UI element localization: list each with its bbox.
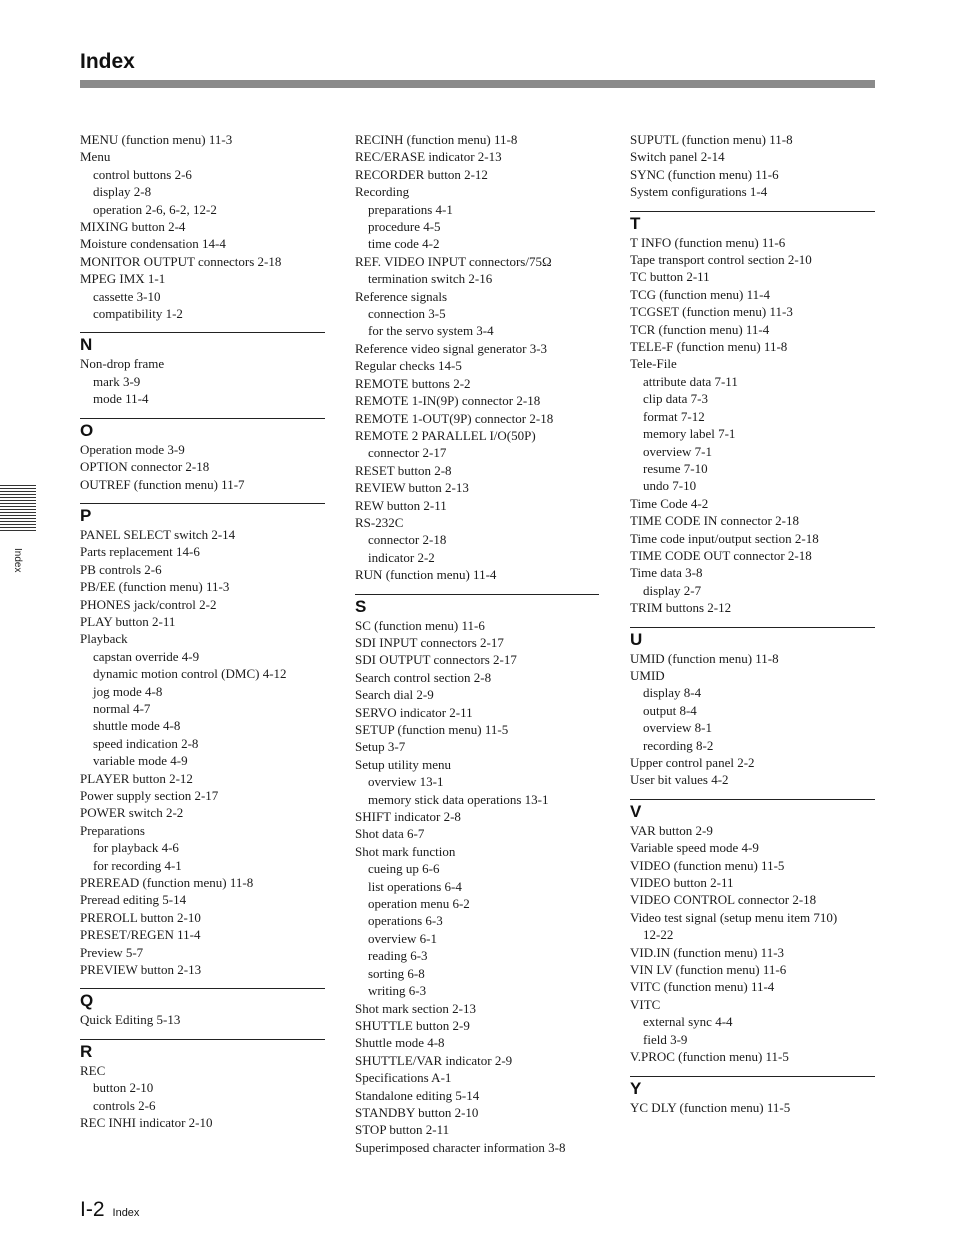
index-entry: SDI OUTPUT connectors 2-17 — [355, 652, 517, 668]
index-entry: Non-drop frame — [80, 356, 165, 372]
index-entry: User bit values 4-2 — [630, 772, 729, 788]
index-section — [80, 332, 325, 355]
index-entry: PB/EE (function menu) 11-3 — [80, 579, 230, 595]
index-entry: SHUTTLE button 2-9 — [355, 1017, 470, 1033]
index-entry: Regular checks 14-5 — [355, 358, 462, 374]
index-entry: Video test signal (setup menu item 710) — [630, 909, 838, 925]
index-section — [630, 1076, 875, 1099]
index-entry: REW button 2-11 — [355, 497, 447, 513]
index-entry: Search dial 2-9 — [355, 687, 434, 703]
index-subentry: operation 2-6, 6-2, 12-2 — [93, 201, 217, 217]
index-entry: Parts replacement 14-6 — [80, 544, 200, 560]
index-subentry: button 2-10 — [93, 1080, 154, 1096]
index-entry: TCG (function menu) 11-4 — [630, 286, 770, 302]
index-entry: REMOTE 1-IN(9P) connector 2-18 — [355, 393, 541, 409]
index-subentry: for recording 4-1 — [93, 857, 182, 873]
index-entry: TIME CODE IN connector 2-18 — [630, 513, 799, 529]
index-entry: VITC (function menu) 11-4 — [630, 979, 775, 995]
index-entry: Time Code 4-2 — [630, 495, 709, 511]
index-subentry: overview 6-1 — [368, 930, 437, 946]
index-entry: Setup 3-7 — [355, 739, 406, 755]
index-subentry: procedure 4-5 — [368, 219, 441, 235]
index-entry: VID.IN (function menu) 11-3 — [630, 944, 785, 960]
index-entry: STOP button 2-11 — [355, 1122, 450, 1138]
section-letter: O — [80, 420, 94, 440]
index-column-1 — [80, 131, 325, 1132]
index-subentry: memory stick data operations 13-1 — [368, 791, 549, 807]
section-letter: Q — [80, 991, 94, 1011]
index-entry: MONITOR OUTPUT connectors 2-18 — [80, 253, 282, 269]
index-entry: PLAYER button 2-12 — [80, 770, 193, 786]
index-entry: Menu — [80, 149, 111, 165]
index-subentry: mode 11-4 — [93, 391, 149, 407]
page-footer — [80, 1198, 139, 1222]
index-subentry: overview 8-1 — [643, 720, 712, 736]
index-entry: SHIFT indicator 2-8 — [355, 809, 461, 825]
index-subentry: jog mode 4-8 — [93, 683, 163, 699]
index-subentry: time code 4-2 — [368, 236, 440, 252]
page-number: I-2 — [80, 1198, 105, 1221]
index-entry: PRESET/REGEN 11-4 — [80, 927, 201, 943]
index-entry: Playback — [80, 631, 128, 647]
index-subentry: memory label 7-1 — [643, 426, 736, 442]
index-entry: OUTREF (function menu) 11-7 — [80, 476, 245, 492]
index-entry: V.PROC (function menu) 11-5 — [630, 1049, 789, 1065]
index-subentry: connector 2-17 — [368, 445, 447, 461]
index-entry: VIDEO CONTROL connector 2-18 — [630, 892, 817, 908]
index-column-3 — [630, 131, 875, 1116]
index-column-2 — [355, 131, 599, 1156]
index-subentry: indicator 2-2 — [368, 549, 435, 565]
index-subentry: undo 7-10 — [643, 478, 697, 494]
index-section — [630, 799, 875, 822]
index-subentry: for the servo system 3-4 — [368, 323, 494, 339]
index-entry: T INFO (function menu) 11-6 — [630, 234, 786, 250]
index-entry: Shot mark section 2-13 — [355, 1000, 476, 1016]
index-entry: REF. VIDEO INPUT connectors/75Ω — [355, 253, 552, 269]
index-subentry: normal 4-7 — [93, 700, 151, 716]
index-section — [80, 1039, 325, 1062]
index-subentry: clip data 7-3 — [643, 391, 708, 407]
index-subentry: compatibility 1-2 — [93, 306, 183, 322]
index-entry: RECINH (function menu) 11-8 — [355, 132, 518, 147]
index-entry: REMOTE 2 PARALLEL I/O(50P) — [355, 427, 536, 443]
index-subentry: writing 6-3 — [368, 983, 427, 999]
index-subentry: variable mode 4-9 — [93, 753, 188, 769]
index-entry: REC — [80, 1062, 106, 1078]
index-entry: TRIM buttons 2-12 — [630, 600, 732, 616]
index-entry: Recording — [355, 184, 410, 200]
index-entry: REMOTE 1-OUT(9P) connector 2-18 — [355, 410, 554, 426]
index-entry: PREREAD (function menu) 11-8 — [80, 875, 254, 891]
index-subentry: dynamic motion control (DMC) 4-12 — [93, 666, 287, 682]
index-subentry: capstan override 4-9 — [93, 648, 200, 664]
index-entry: SERVO indicator 2-11 — [355, 704, 473, 720]
section-letter: U — [630, 629, 643, 649]
index-section — [80, 503, 325, 526]
index-entry: Switch panel 2-14 — [630, 149, 725, 165]
index-entry: SUPUTL (function menu) 11-8 — [630, 132, 793, 147]
section-letter: V — [630, 801, 642, 821]
index-section — [630, 211, 875, 234]
index-entry: REMOTE buttons 2-2 — [355, 375, 471, 391]
index-entry: SDI INPUT connectors 2-17 — [355, 634, 504, 650]
page-title: Index — [80, 50, 135, 73]
index-entry: Time data 3-8 — [630, 565, 703, 581]
index-entry: RS-232C — [355, 514, 404, 530]
index-entry: POWER switch 2-2 — [80, 805, 184, 821]
index-subentry: shuttle mode 4-8 — [93, 718, 181, 734]
index-subentry: cassette 3-10 — [93, 288, 161, 304]
index-subentry: speed indication 2-8 — [93, 735, 199, 751]
index-entry: Setup utility menu — [355, 756, 452, 772]
index-section — [80, 418, 325, 441]
index-entry: TELE-F (function menu) 11-8 — [630, 339, 788, 355]
section-letter: P — [80, 505, 92, 525]
index-entry: PLAY button 2-11 — [80, 613, 176, 629]
index-entry: Quick Editing 5-13 — [80, 1012, 181, 1028]
footer-label: Index — [112, 1207, 140, 1219]
index-entry: Search control section 2-8 — [355, 669, 492, 685]
index-entry: Moisture condensation 14-4 — [80, 236, 226, 252]
index-entry: REVIEW button 2-13 — [355, 480, 469, 496]
index-subentry: list operations 6-4 — [368, 878, 462, 894]
index-entry: SYNC (function menu) 11-6 — [630, 166, 779, 182]
index-subentry: mark 3-9 — [93, 373, 141, 389]
index-entry: Operation mode 3-9 — [80, 441, 185, 457]
index-entry: System configurations 1-4 — [630, 184, 768, 200]
index-entry: VIDEO (function menu) 11-5 — [630, 857, 785, 873]
index-entry: MIXING button 2-4 — [80, 219, 186, 235]
index-entry: Tele-File — [630, 356, 677, 372]
index-entry: Shot mark function — [355, 843, 456, 859]
section-letter: R — [80, 1041, 93, 1061]
index-entry: TIME CODE OUT connector 2-18 — [630, 547, 812, 563]
index-entry: RECORDER button 2-12 — [355, 166, 488, 182]
index-entry: Standalone editing 5-14 — [355, 1087, 480, 1103]
index-entry: PREROLL button 2-10 — [80, 909, 201, 925]
index-subentry: sorting 6-8 — [368, 965, 425, 981]
index-entry: VIDEO button 2-11 — [630, 875, 734, 891]
index-entry: VITC — [630, 996, 661, 1012]
index-entry: PANEL SELECT switch 2-14 — [80, 526, 236, 542]
index-entry: MPEG IMX 1-1 — [80, 271, 166, 287]
index-section — [355, 594, 599, 617]
side-thumb-tab — [0, 485, 36, 533]
index-subentry: recording 8-2 — [643, 737, 714, 753]
index-entry: Shuttle mode 4-8 — [355, 1035, 445, 1051]
index-subentry: display 2-8 — [93, 184, 152, 200]
index-section — [630, 627, 875, 650]
index-subentry: operation menu 6-2 — [368, 896, 470, 912]
index-entry: 12-22 — [643, 927, 674, 943]
index-subentry: display 2-7 — [643, 582, 702, 598]
index-entry: Power supply section 2-17 — [80, 788, 219, 803]
index-entry: Preread editing 5-14 — [80, 892, 187, 908]
index-entry: UMID (function menu) 11-8 — [630, 650, 779, 666]
index-entry: Reference video signal generator 3-3 — [355, 340, 548, 356]
index-entry: YC DLY (function menu) 11-5 — [630, 1099, 791, 1115]
index-subentry: preparations 4-1 — [368, 201, 453, 217]
index-entry: Shot data 6-7 — [355, 826, 425, 842]
index-entry: REC/ERASE indicator 2-13 — [355, 149, 502, 165]
index-subentry: reading 6-3 — [368, 948, 428, 964]
index-entry: OPTION connector 2-18 — [80, 459, 210, 475]
section-letter: N — [80, 335, 93, 355]
index-subentry: cueing up 6-6 — [368, 861, 440, 877]
index-section — [80, 988, 325, 1011]
index-entry: VIN LV (function menu) 11-6 — [630, 962, 787, 978]
index-subentry: output 8-4 — [643, 702, 697, 718]
index-subentry: field 3-9 — [643, 1031, 688, 1047]
index-subentry: display 8-4 — [643, 685, 702, 701]
index-entry: TCR (function menu) 11-4 — [630, 321, 770, 337]
index-subentry: operations 6-3 — [368, 913, 443, 929]
index-entry: PHONES jack/control 2-2 — [80, 596, 217, 612]
index-entry: Superimposed character information 3-8 — [355, 1139, 566, 1155]
index-entry: RUN (function menu) 11-4 — [355, 567, 497, 583]
index-entry: STANDBY button 2-10 — [355, 1104, 479, 1120]
side-tab-label: Index — [12, 548, 23, 573]
index-entry: Tape transport control section 2-10 — [630, 252, 812, 268]
index-subentry: overview 7-1 — [643, 443, 712, 459]
index-entry: UMID — [630, 667, 665, 683]
index-entry: Preview 5-7 — [80, 944, 144, 960]
index-subentry: connection 3-5 — [368, 306, 446, 322]
index-entry: SETUP (function menu) 11-5 — [355, 722, 509, 737]
index-entry: SHUTTLE/VAR indicator 2-9 — [355, 1052, 513, 1068]
index-subentry: controls 2-6 — [93, 1097, 156, 1113]
index-entry: PREVIEW button 2-13 — [80, 962, 202, 978]
index-entry: TCGSET (function menu) 11-3 — [630, 304, 793, 320]
index-entry: Specifications A-1 — [355, 1070, 452, 1086]
index-subentry: termination switch 2-16 — [368, 271, 493, 287]
index-entry: PB controls 2-6 — [80, 561, 162, 577]
index-entry: TC button 2-11 — [630, 269, 710, 285]
index-subentry: control buttons 2-6 — [93, 166, 192, 182]
index-entry: SC (function menu) 11-6 — [355, 617, 485, 633]
index-entry: Upper control panel 2-2 — [630, 755, 755, 770]
index-entry: VAR button 2-9 — [630, 822, 713, 838]
index-subentry: resume 7-10 — [643, 460, 708, 476]
section-letter: T — [630, 213, 641, 233]
index-entry: REC INHI indicator 2-10 — [80, 1115, 213, 1131]
index-entry: Variable speed mode 4-9 — [630, 840, 759, 856]
section-letter: Y — [630, 1078, 642, 1098]
index-subentry: format 7-12 — [643, 408, 705, 424]
index-entry: MENU (function menu) 11-3 — [80, 132, 233, 147]
index-subentry: for playback 4-6 — [93, 840, 179, 856]
index-entry: Reference signals — [355, 288, 448, 304]
index-subentry: attribute data 7-11 — [643, 373, 738, 389]
section-letter: S — [355, 596, 367, 616]
index-subentry: overview 13-1 — [368, 774, 444, 790]
index-entry: RESET button 2-8 — [355, 462, 452, 478]
title-rule — [80, 80, 875, 88]
index-subentry: external sync 4-4 — [643, 1014, 733, 1030]
index-entry: Time code input/output section 2-18 — [630, 530, 819, 546]
index-entry: Preparations — [80, 822, 145, 838]
index-subentry: connector 2-18 — [368, 532, 447, 548]
